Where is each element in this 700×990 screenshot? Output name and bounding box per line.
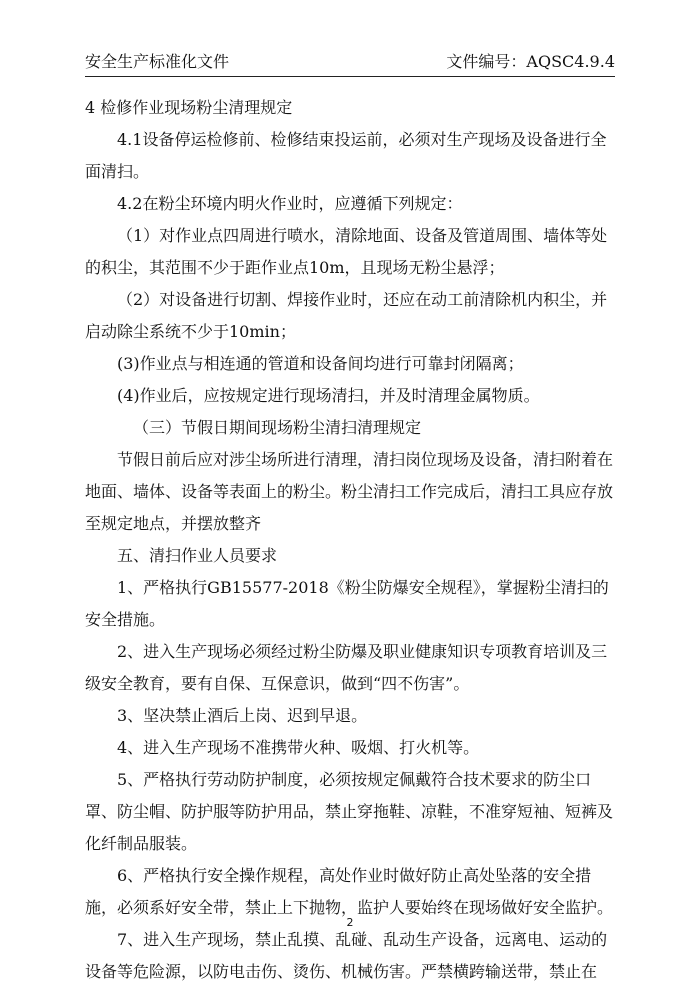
page-header	[85, 50, 615, 74]
list-item: 4、进入生产现场不准携带火种、吸烟、打火机等。	[117, 738, 480, 757]
paragraph: 4.2在粉尘环境内明火作业时，应遵循下列规定：	[117, 194, 463, 213]
list-item: （1）对作业点四周进行喷水，清除地面、设备及管道周围、墙体等处的积尘，其范围不少于距作业点10m，且现场无粉尘悬浮；	[85, 226, 608, 277]
list-item: 6、严格执行安全操作规程，高处作业时做好防止高处坠落的安全措施，必须系好安全带，禁止上下抛物，监护人要始终在现场做好安全监护。	[85, 866, 614, 917]
list-item: 3、坚决禁止酒后上岗、迟到早退。	[117, 706, 368, 725]
header-divider	[85, 76, 615, 77]
list-item: 2、进入生产现场必须经过粉尘防爆及职业健康知识专项教育培训及三级安全教育，要有自保、互保意识，做到“四不伤害”。	[85, 642, 608, 693]
list-item: (3)作业点与相连通的管道和设备间均进行可靠封闭隔离；	[117, 354, 524, 373]
header-doc-number: 文件编号：AQSC4.9.4	[446, 52, 615, 71]
list-item: 1、严格执行GB15577-2018《粉尘防爆安全规程》，掌握粉尘清扫的安全措施。	[85, 578, 609, 629]
paragraph: 4.1设备停运检修前、检修结束投运前，必须对生产现场及设备进行全面清扫。	[85, 130, 607, 181]
list-item: 7、进入生产现场，禁止乱摸、乱碰、乱动生产设备，远离电、运动的设备等危险源，以防电击伤、烫伤、机械伤害。严禁横跨输送带，禁止在	[85, 930, 608, 981]
header-doc-title: 安全生产标准化文件	[85, 52, 230, 71]
list-item: (4)作业后，应按规定进行现场清扫，并及时清理金属物质。	[117, 386, 540, 405]
document-body	[85, 92, 615, 988]
subsection-heading: （三）节假日期间现场粉尘清扫清理规定	[133, 418, 422, 437]
paragraph: 节假日前后应对涉尘场所进行清理，清扫岗位现场及设备，清扫附着在地面、墙体、设备等表面上的粉尘。粉尘清扫工作完成后，清扫工具应存放至规定地点，并摆放整齐	[85, 450, 614, 533]
list-item: （2）对设备进行切割、焊接作业时，还应在动工前清除机内积尘，并启动除尘系统不少于10min；	[85, 290, 608, 341]
section-heading: 4 检修作业现场粉尘清理规定	[85, 98, 293, 117]
list-item: 5、严格执行劳动防护制度，必须按规定佩戴符合技术要求的防尘口罩、防尘帽、防护服等防护用品，禁止穿拖鞋、凉鞋，不准穿短袖、短裤及化纤制品服装。	[85, 770, 614, 853]
section-heading: 五、清扫作业人员要求	[117, 546, 278, 565]
page-number: 2	[346, 916, 354, 929]
